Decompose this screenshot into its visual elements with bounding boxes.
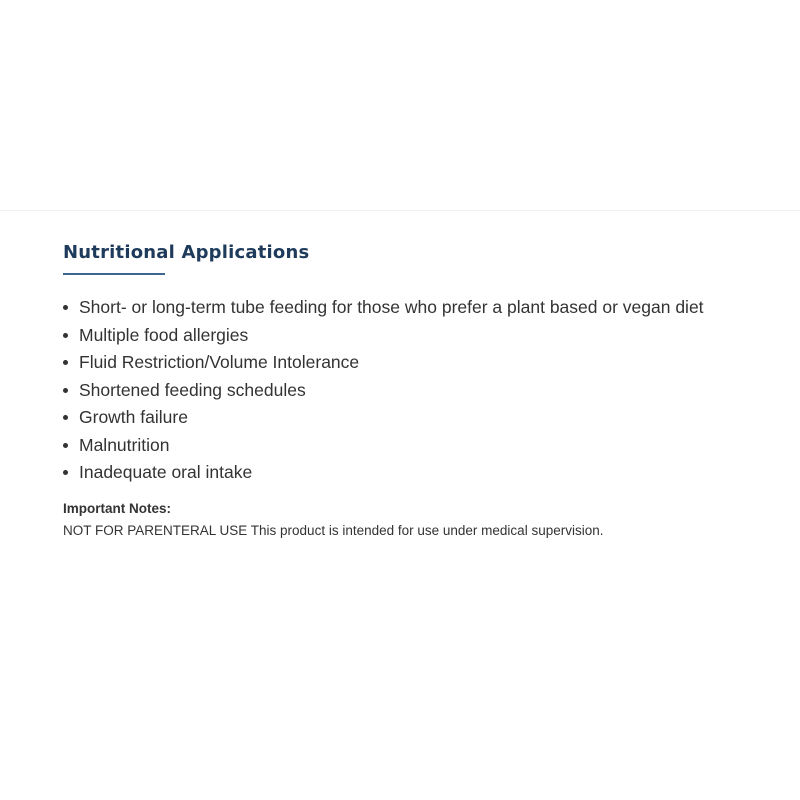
list-item	[63, 432, 763, 460]
title-underline	[63, 273, 165, 275]
list-item-text: Growth failure	[79, 407, 188, 427]
list-item	[63, 294, 763, 322]
list-item-text: Multiple food allergies	[79, 324, 249, 345]
list-item	[63, 322, 763, 350]
list-item-text: Short- or long-term tube feeding for those who prefer a plant based or vegan diet	[79, 297, 704, 317]
list-item	[63, 377, 763, 405]
list-item-text: Shortened feeding schedules	[79, 379, 306, 400]
bullet-icon	[63, 443, 68, 448]
list-item-text: Malnutrition	[79, 434, 170, 455]
notes-text: NOT FOR PARENTERAL USE This product is intended for use under medical supervision.	[63, 522, 604, 538]
important-notes	[63, 499, 763, 541]
notes-heading: Important Notes:	[63, 500, 171, 516]
bullet-icon	[63, 388, 68, 393]
list-item-text: Inadequate oral intake	[79, 462, 253, 482]
bullet-icon	[63, 305, 68, 310]
list-item	[63, 404, 763, 432]
bullet-icon	[63, 360, 68, 365]
list-item	[63, 349, 763, 377]
list-item	[63, 459, 763, 487]
applications-list	[63, 294, 763, 487]
list-item-text: Fluid Restriction/Volume Intolerance	[79, 352, 360, 372]
nutritional-applications-section	[63, 242, 763, 541]
bullet-icon	[63, 333, 68, 338]
section-title: Nutritional Applications	[63, 242, 310, 263]
section-divider	[0, 210, 800, 211]
bullet-icon	[63, 470, 68, 475]
bullet-icon	[63, 415, 68, 420]
